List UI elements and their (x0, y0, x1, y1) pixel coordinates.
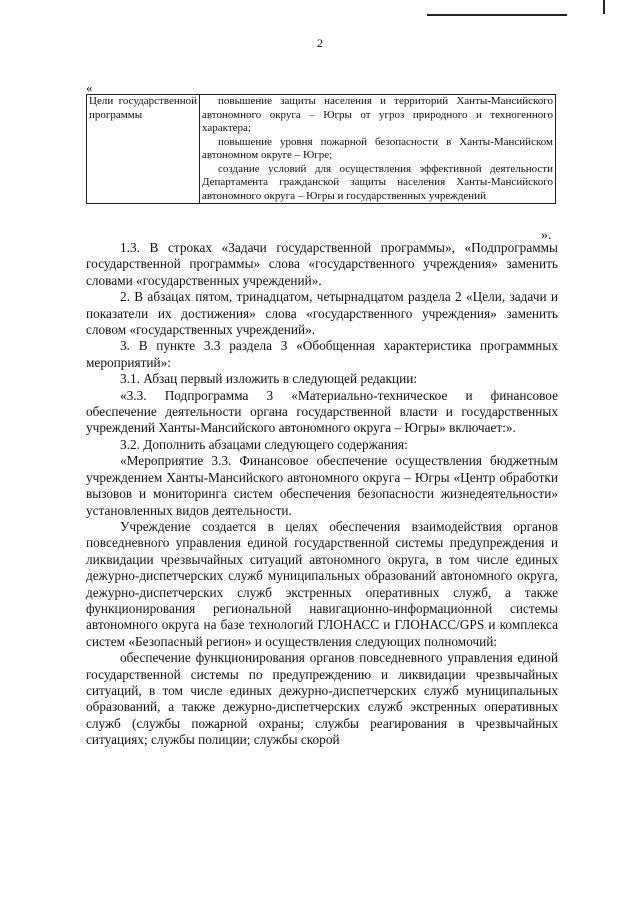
scan-artifact-top (427, 14, 567, 16)
paragraph: Учреждение создается в целях обеспечения взаимодействия органов повседневного управления единой государственной системы предупреждения и ликвидации чрезвычайных ситуаций автономного округа, в том числе единых дежурно-диспетчерских служб муниципальных образований автономного округа, дежурно-диспетчерских служб экстренных оперативных служб, а также функционирования региональной навигационно-информационной системы автономного округа на базе технологий ГЛОНАСС и ГЛОНАСС/GPS и комплекса систем «Безопасный регион» и осуществления следующих полномочий: (86, 518, 558, 649)
paragraph: 3.1. Абзац первый изложить в следующей редакции: (120, 371, 418, 387)
goal-item: повышение защиты населения и территорий Ханты-Мансийского автономного округа – Югры от угроз природного и техногенного характера; (202, 95, 553, 134)
paragraph: 3. В пункте 3.3 раздела 3 «Обобщенная характеристика программных мероприятий»: (86, 338, 558, 370)
paragraph: «3.3. Подпрограмма 3 «Материально-техническое и финансовое обеспечение деятельности органа государственной власти и государственных учреждений Ханты-Мансийского автономного округа – Югры» включает:». (86, 387, 558, 436)
paragraph: обеспечение функционирования органов повседневного управления единой государственной системы по предупреждению и ликвидации чрезвычайных ситуаций, в том числе единых дежурно-диспетчерских служб муниципальных образований, а также дежурно-диспетчерских служб экстренных оперативных служб (службы пожарной охраны; службы реагирования в чрезвычайных ситуациях; службы полиции; службы скорой (86, 650, 558, 748)
paragraph: 3.2. Дополнить абзацами следующего содержания: (120, 436, 408, 452)
paragraph: «Мероприятие 3.3. Финансовое обеспечение осуществления бюджетным учреждением Ханты-Мансийского автономного округа – Югры «Центр обработки вызовов и мониторинга систем обеспечения безопасности жизнедеятельности» установленных видов деятельности. (86, 453, 558, 518)
program-goals-table (86, 94, 556, 204)
paragraph: 2. В абзацах пятом, тринадцатом, четырнадцатом раздела 2 «Цели, задачи и показатели их достижения» слова «государственного учреждения» заменить словом «государственных учреждений». (86, 289, 558, 338)
table-row (87, 95, 556, 204)
table-content-cell (200, 95, 556, 204)
paragraph: 1.3. В строках «Задачи государственной программы», «Подпрограммы государственной программы» слова «государственного учреждения» заменить словами «государственных учреждений». (86, 240, 558, 288)
document-body (86, 240, 558, 749)
closing-quote: ». (541, 228, 552, 243)
opening-quote: « (86, 80, 93, 95)
table-label-cell: Цели государственной программы (87, 95, 200, 204)
goal-item: создание условий для осуществления эффективной деятельности Департамента гражданской защиты населения Ханты-Мансийского автономного округа – Югры и государственных учреждений (202, 162, 553, 202)
goal-item: повышение уровня пожарной безопасности в Ханты-Мансийском автономном округе – Югре; (202, 135, 553, 161)
scan-artifact-right (603, 0, 605, 14)
page-number: 2 (317, 36, 323, 50)
